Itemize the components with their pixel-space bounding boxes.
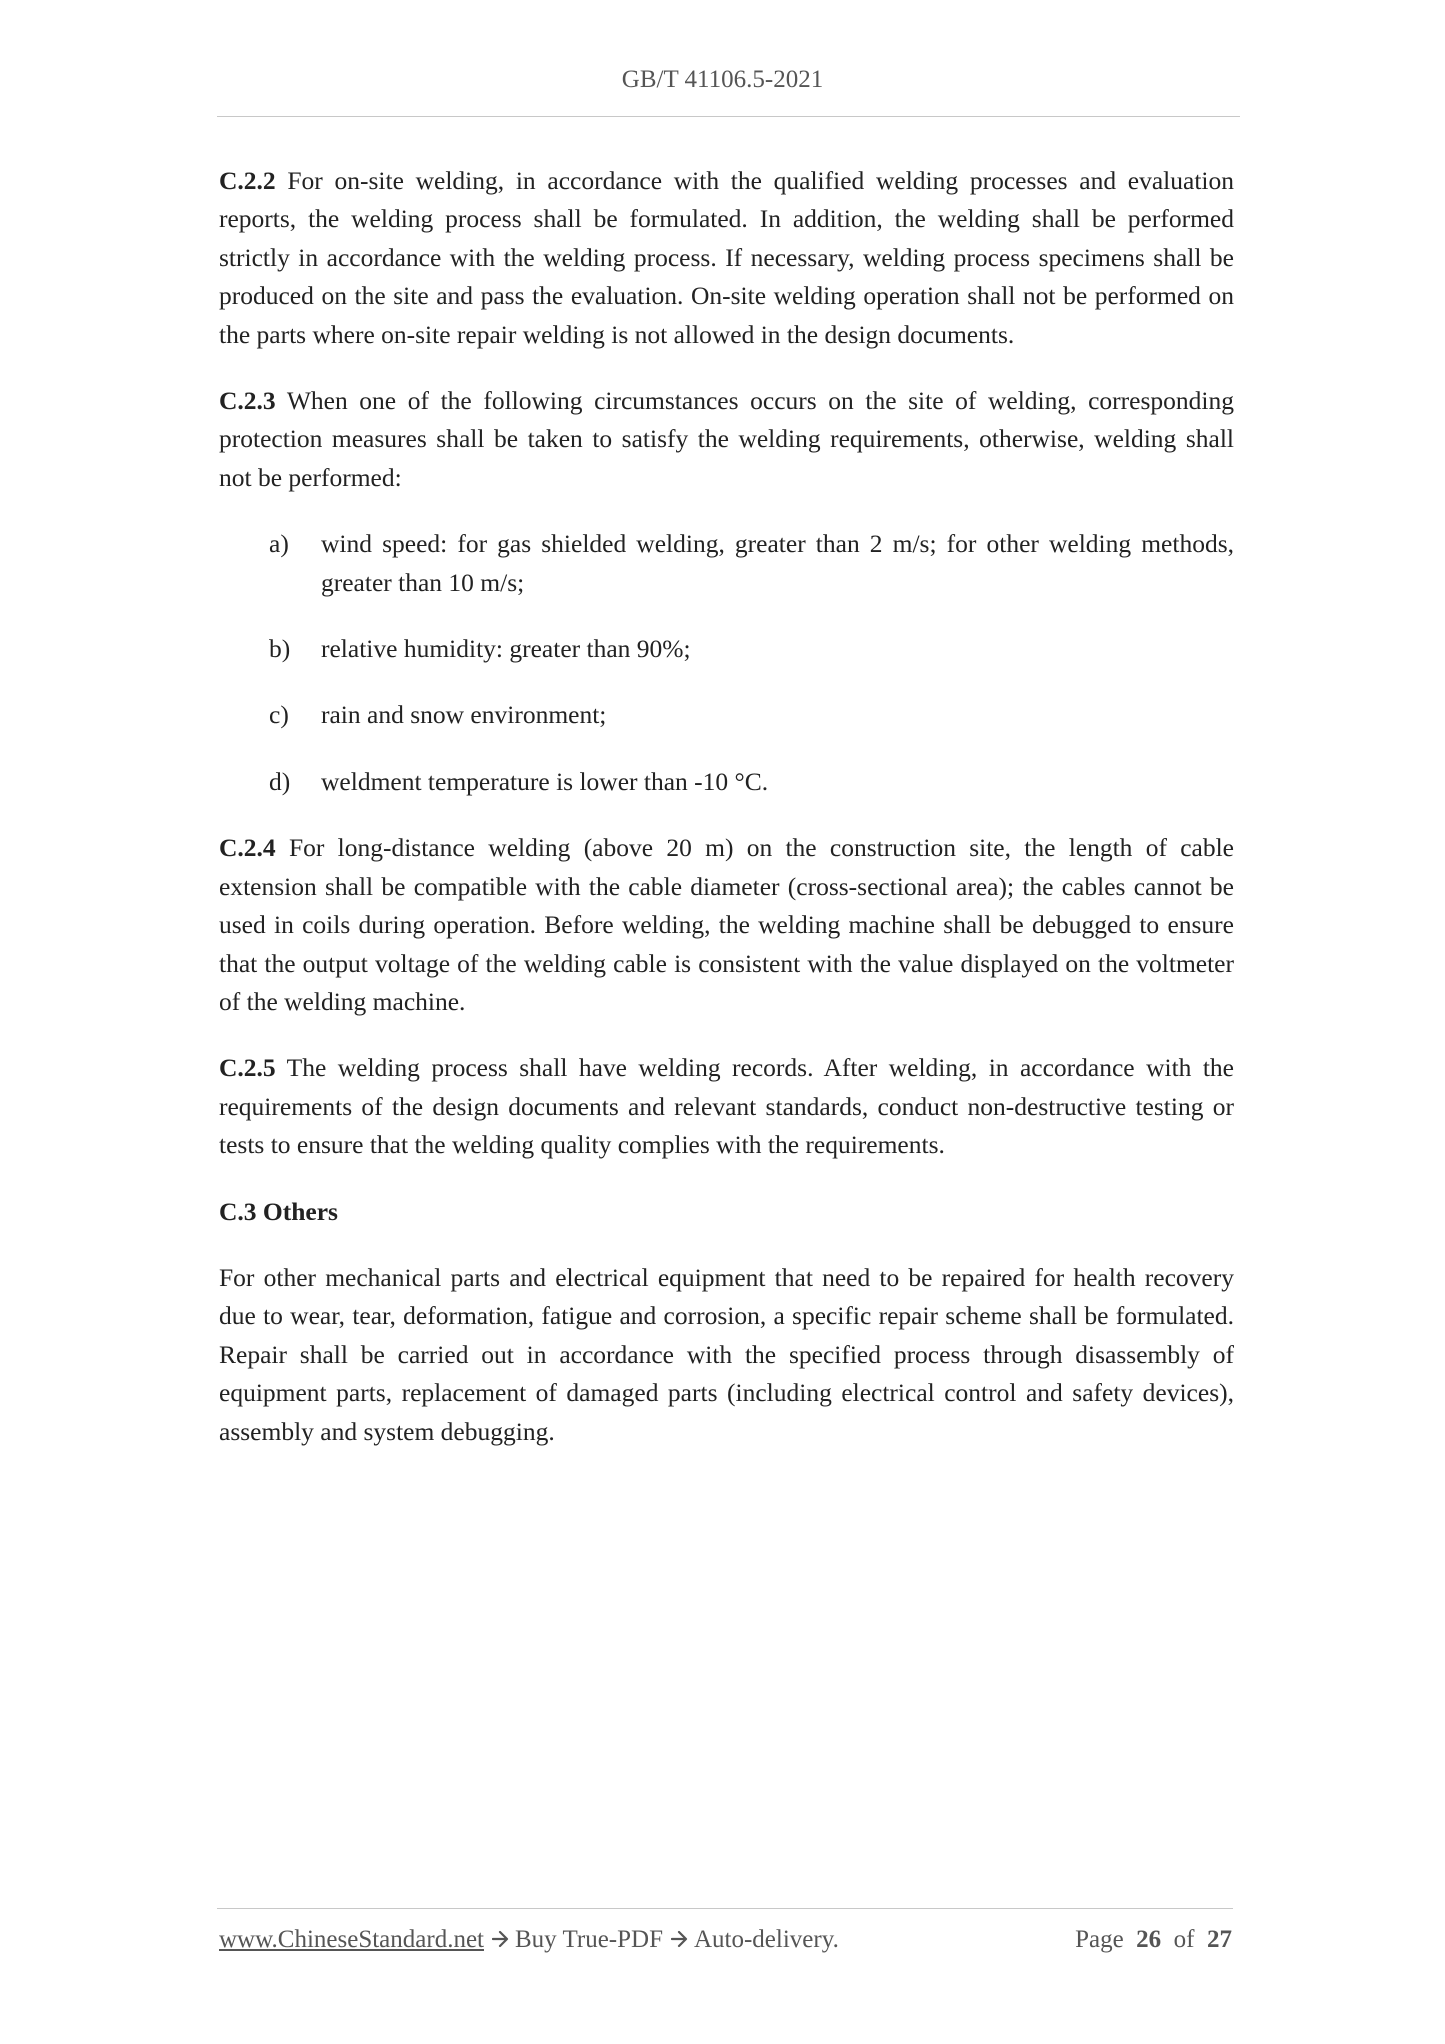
section-heading-c3: C.3 Others (219, 1196, 338, 1226)
of-word: of (1173, 1926, 1195, 1953)
document-header-title: GB/T 41106.5-2021 (621, 66, 824, 93)
clause-c225 (219, 1049, 1234, 1164)
clause-text: When one of the following circumstances occurs on the site of welding, corresponding protection measures shall be taken to satisfy the welding requirements, otherwise, welding shall not be performed: (219, 386, 1234, 492)
page-footer (219, 1926, 1232, 1954)
page-current: 26 (1136, 1926, 1162, 1953)
list-item-text: rain and snow environment; (321, 700, 607, 730)
list-item-text: weldment temperature is lower than -10 °C. (321, 766, 769, 796)
clause-number: C.2.3 (219, 386, 276, 416)
document-body (219, 162, 1234, 1479)
list-item-letter: b) (269, 634, 291, 664)
header-rule (217, 116, 1240, 117)
page-total: 27 (1207, 1926, 1232, 1953)
list-item-letter: c) (269, 700, 289, 730)
clause-c222 (219, 162, 1234, 354)
list-item-text: wind speed: for gas shielded welding, greater than 2 m/s; for other welding methods, greater than 10 m/s; (321, 529, 1234, 597)
arrow-right-icon (671, 1929, 688, 1949)
clause-text: For on-site welding, in accordance with the qualified welding processes and evaluation reports, the welding process shall be formulated. In addition, the welding shall be performed strictly in accordance with the welding process. If necessary, welding process specimens shall be produced on the site and pass the evaluation. On-site welding operation shall not be performed on the parts where on-site repair welding is not allowed in the design documents. (219, 166, 1234, 349)
footer-promo (219, 1926, 839, 1954)
list-item (219, 696, 1234, 734)
page-indicator (1075, 1926, 1232, 1954)
chinesestandard-link[interactable]: www.ChineseStandard.net (219, 1926, 484, 1953)
list-item-letter: d) (269, 766, 291, 796)
footer-rule (217, 1908, 1233, 1909)
auto-delivery-text: Auto-delivery. (693, 1926, 839, 1953)
list-item (219, 525, 1234, 602)
clause-number: C.2.5 (219, 1053, 276, 1083)
buy-true-pdf-text: Buy True-PDF (515, 1926, 663, 1953)
clause-c224 (219, 829, 1234, 1021)
clause-c223 (219, 382, 1234, 497)
clause-number: C.2.4 (219, 833, 276, 863)
arrow-right-icon (492, 1929, 509, 1949)
clause-text: The welding process shall have welding records. After welding, in accordance with the requirements of the design documents and relevant standards, conduct non-destructive testing or tests to ensure that the welding quality complies with the requirements. (219, 1053, 1234, 1160)
list-item-text: relative humidity: greater than 90%; (321, 634, 691, 664)
clause-text: For long-distance welding (above 20 m) on the construction site, the length of cable extension shall be compatible with the cable diameter (cross-sectional area); the cables cannot be used in coils during operation. Before welding, the welding machine shall be debugged to ensure that the output voltage of the welding cable is consistent with the value displayed on the voltmeter of the welding machine. (219, 833, 1234, 1016)
page-word: Page (1075, 1926, 1124, 1953)
list-item (219, 630, 1234, 668)
circumstance-list (219, 525, 1234, 801)
list-item (219, 763, 1234, 801)
list-item-letter: a) (269, 529, 289, 559)
clause-c3-text: For other mechanical parts and electrical equipment that need to be repaired for health recovery due to wear, tear, deformation, fatigue and corrosion, a specific repair scheme shall be formulated. Repair shall be carried out in accordance with the specified process through disassembly of equipment parts, replacement of damaged parts (including electrical control and safety devices), assembly and system debugging. (219, 1262, 1234, 1446)
clause-number: C.2.2 (219, 166, 276, 195)
